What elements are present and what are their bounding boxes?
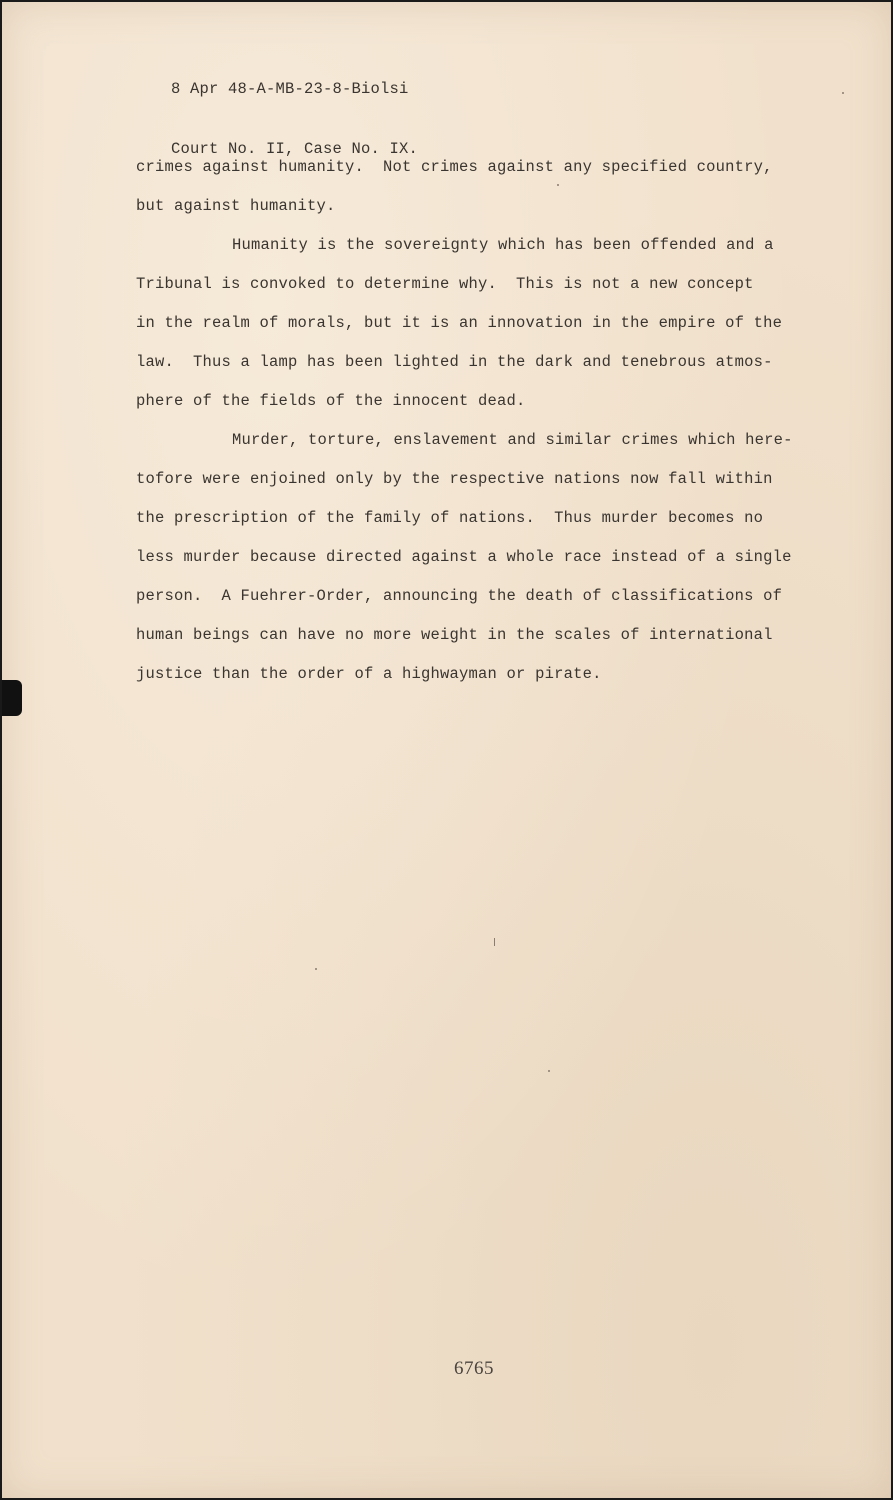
body-line: justice than the order of a highwayman or pirate. xyxy=(136,665,602,683)
header-court-case: Court No. II, Case No. IX. xyxy=(171,140,419,158)
body-line: Murder, torture, enslavement and similar crimes which here- xyxy=(232,431,793,449)
body-line: tofore were enjoined only by the respective nations now fall within xyxy=(136,470,773,488)
document-page xyxy=(2,2,891,1498)
body-line: crimes against humanity. Not crimes against any specified country, xyxy=(136,158,773,176)
body-line: less murder because directed against a whole race instead of a single xyxy=(136,548,792,566)
body-line: in the realm of morals, but it is an innovation in the empire of the xyxy=(136,314,783,332)
body-line: law. Thus a lamp has been lighted in the dark and tenebrous atmos- xyxy=(136,353,773,371)
page-number: 6765 xyxy=(454,1358,494,1379)
body-line: person. A Fuehrer-Order, announcing the death of classifications of xyxy=(136,587,783,605)
body-line: but against humanity. xyxy=(136,197,336,215)
paper-speck xyxy=(557,184,559,186)
body-line: Tribunal is convoked to determine why. This is not a new concept xyxy=(136,275,754,293)
paper-speck xyxy=(548,1070,550,1072)
body-line: human beings can have no more weight in the scales of international xyxy=(136,626,773,644)
header-reference: 8 Apr 48-A-MB-23-8-Biolsi xyxy=(171,80,409,98)
document-body xyxy=(136,148,816,694)
binder-tab xyxy=(2,680,22,716)
body-line: Humanity is the sovereignty which has been offended and a xyxy=(232,236,774,254)
paper-speck xyxy=(315,968,317,970)
body-line: the prescription of the family of nations. Thus murder becomes no xyxy=(136,509,764,527)
body-line: phere of the fields of the innocent dead. xyxy=(136,392,526,410)
paper-speck xyxy=(494,938,495,946)
paper-speck xyxy=(842,92,844,94)
